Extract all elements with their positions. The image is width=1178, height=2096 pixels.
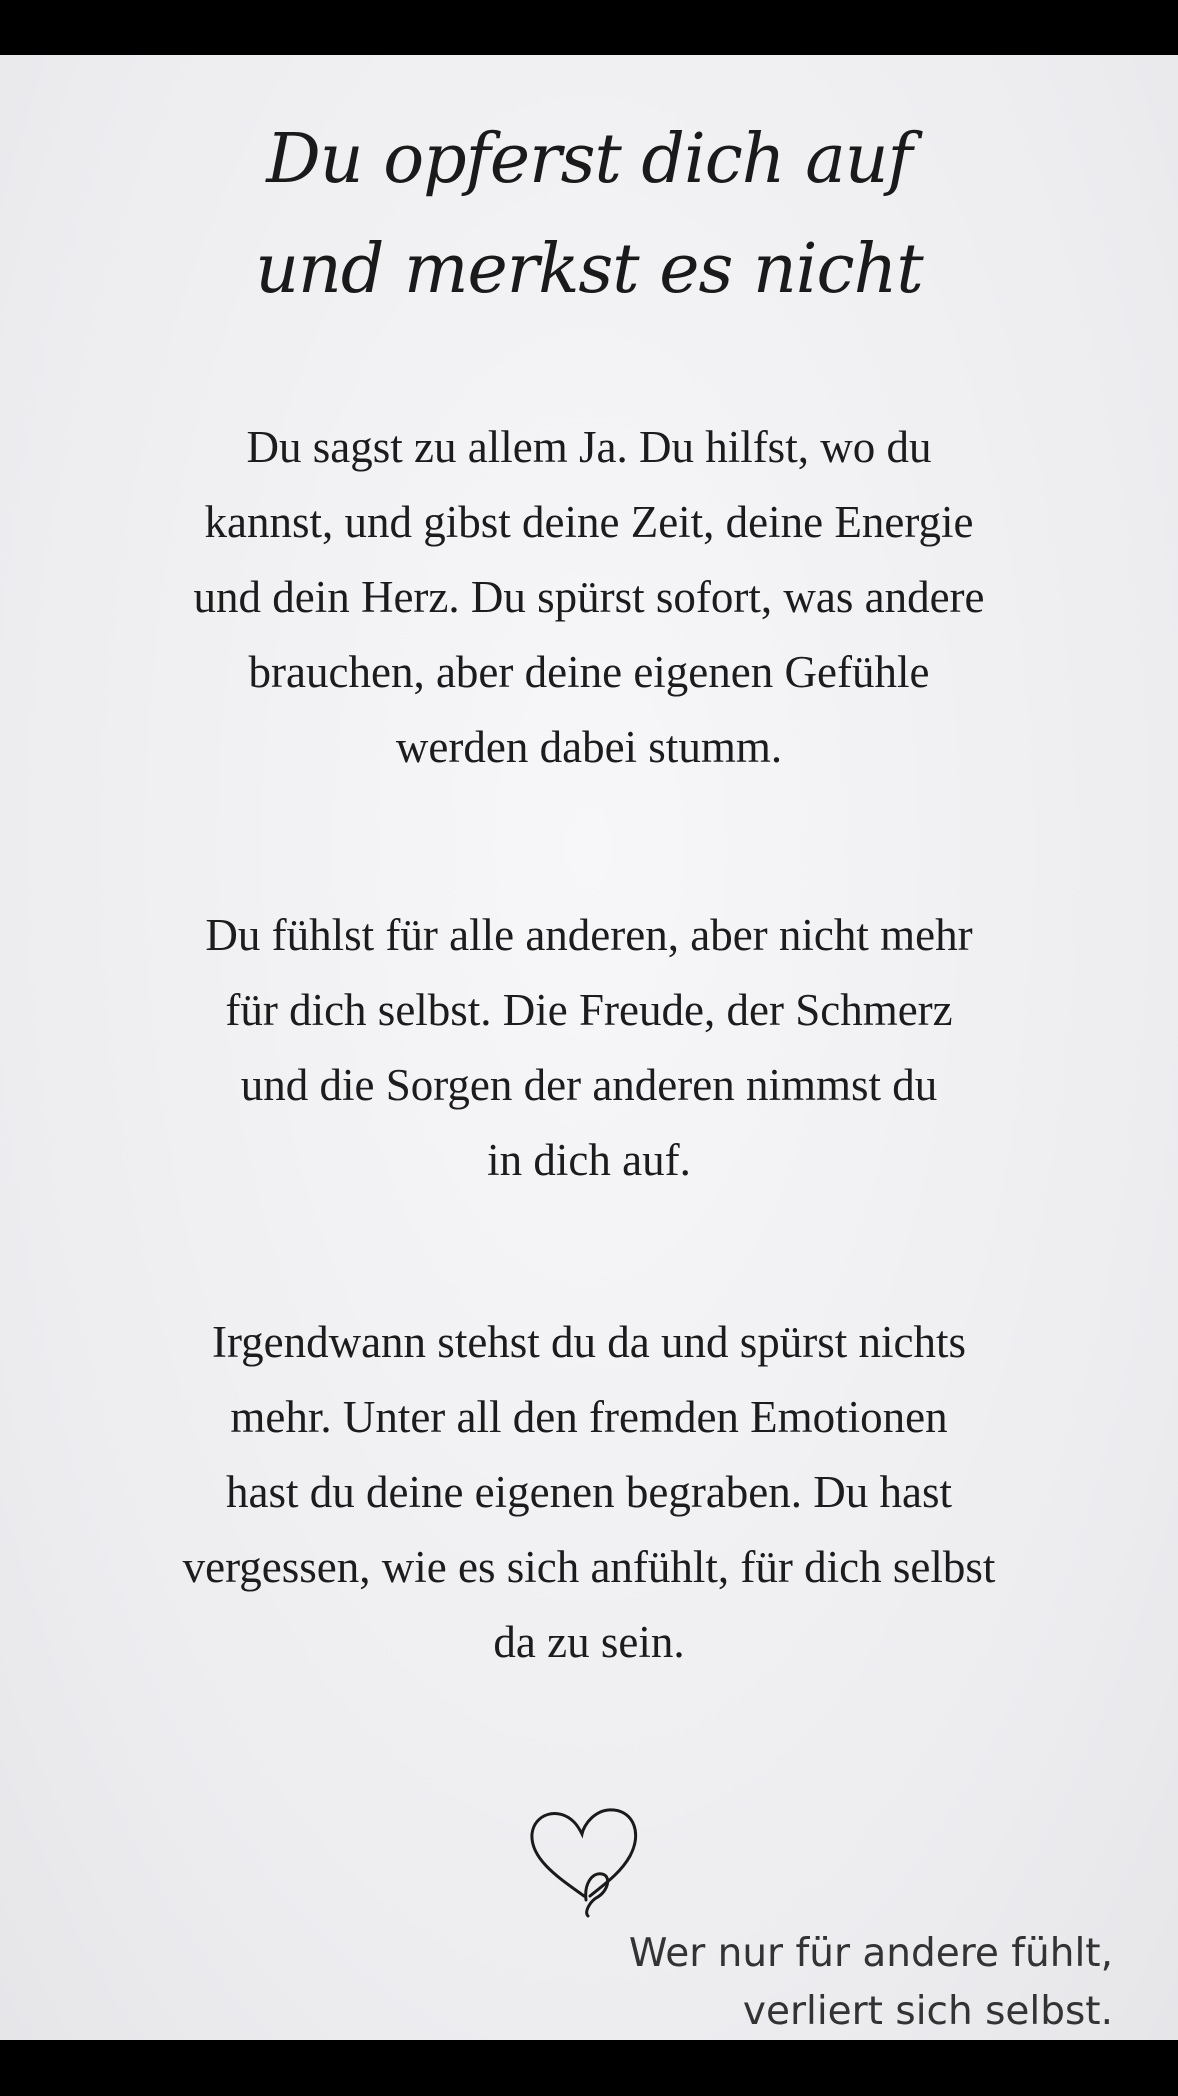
heart-icon (522, 1800, 648, 1920)
title-line-1: Du opferst dich auf (266, 120, 912, 199)
paragraph-line: da zu sein. (493, 1617, 685, 1667)
paragraph-line: werden dabei stumm. (395, 722, 783, 772)
paragraph-line: in dich auf. (487, 1135, 691, 1185)
paragraph-line: und dein Herz. Du spürst sofort, was andere (193, 572, 985, 622)
paragraph-line: brauchen, aber deine eigenen Gefühle (248, 647, 930, 697)
paragraph-2 (70, 898, 1108, 1198)
paragraph-3 (70, 1305, 1108, 1680)
quote-line-1: Wer nur für andere fühlt, (628, 1931, 1113, 1976)
paragraph-line: Du sagst zu allem Ja. Du hilfst, wo du (246, 422, 932, 472)
top-black-bar (0, 0, 1178, 55)
paragraph-line: hast du deine eigenen begraben. Du hast (226, 1467, 952, 1517)
paragraph-line: kannst, und gibst deine Zeit, deine Energie (204, 497, 974, 547)
paragraph-line: mehr. Unter all den fremden Emotionen (230, 1392, 948, 1442)
page-title (0, 105, 1178, 325)
closing-quote (629, 1925, 1113, 2040)
paragraph-line: für dich selbst. Die Freude, der Schmerz (225, 985, 953, 1035)
bottom-black-bar (0, 2040, 1178, 2096)
document-page (0, 55, 1178, 2040)
paragraph-line: Du fühlst für alle anderen, aber nicht mehr (205, 910, 973, 960)
paragraph-line: vergessen, wie es sich anfühlt, für dich selbst (182, 1542, 996, 1592)
paragraph-line: Irgendwann stehst du da und spürst nichts (211, 1317, 967, 1367)
paragraph-1 (70, 410, 1108, 785)
quote-line-2: verliert sich selbst. (742, 1989, 1113, 2034)
title-line-2: und merkst es nicht (255, 230, 923, 309)
paragraph-line: und die Sorgen der anderen nimmst du (240, 1060, 938, 1110)
